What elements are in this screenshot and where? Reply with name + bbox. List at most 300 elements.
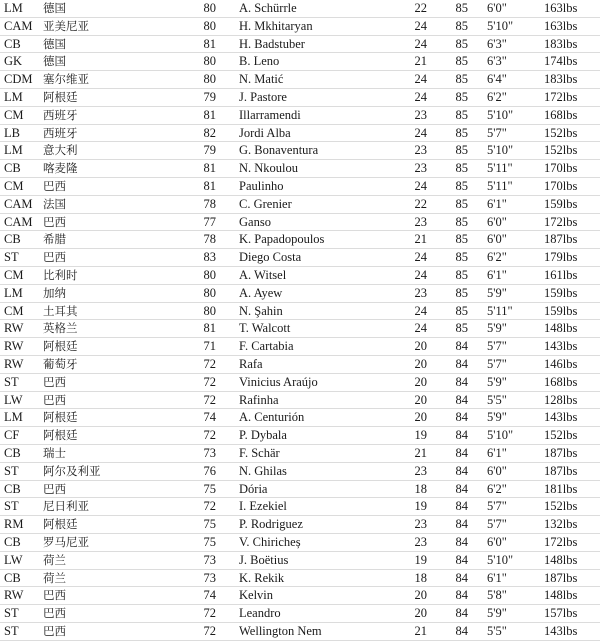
nationality-cell: 巴西 [43,214,66,229]
table-row [0,214,600,232]
nationality-cell: 亚美尼亚 [43,18,89,33]
age-cell: 24 [414,179,427,193]
overall-rating-cell: 73 [203,446,216,460]
potential-rating-cell: 85 [455,54,468,69]
position-cell: RW [4,339,24,354]
player-name-cell: K. Papadopoulos [239,232,325,247]
age-cell: 24 [414,36,427,51]
potential-rating-cell: 84 [455,624,468,638]
weight-cell: 148lbs [544,321,578,336]
player-name-cell: Rafa [239,357,263,371]
position-cell: CB [4,232,21,247]
potential-rating-cell: 85 [455,285,468,300]
position-cell: CF [4,428,20,443]
weight-cell: 172lbs [544,90,578,104]
height-cell: 5'9" [487,321,507,336]
overall-rating-cell: 80 [203,18,216,33]
potential-rating-cell: 85 [455,143,468,158]
weight-cell: 181lbs [544,481,578,496]
weight-cell: 168lbs [544,374,578,389]
position-cell: CDM [4,72,33,87]
height-cell: 6'2" [487,250,507,265]
player-name-cell: Paulinho [239,179,284,193]
height-cell: 6'0" [487,214,507,229]
weight-cell: 152lbs [544,499,578,514]
player-name-cell: F. Schär [239,446,280,460]
weight-cell: 163lbs [544,18,578,33]
player-name-cell: V. Chiricheș [239,535,301,549]
table-row [0,409,600,427]
overall-rating-cell: 83 [203,250,216,265]
nationality-cell: 阿根廷 [43,90,78,104]
height-cell: 5'9" [487,410,507,425]
player-name-cell: J. Boëtius [239,552,289,567]
potential-rating-cell: 84 [455,339,468,354]
weight-cell: 152lbs [544,125,578,140]
player-name-cell: Wellington Nem [239,624,322,638]
position-cell: LM [4,90,23,104]
overall-rating-cell: 80 [203,285,216,300]
player-name-cell: Vinicius Araújo [239,374,318,389]
age-cell: 23 [414,535,427,549]
table-row [0,392,600,410]
height-cell: 6'0" [487,535,507,549]
player-name-cell: A. Witsel [239,268,287,282]
overall-rating-cell: 78 [203,196,216,211]
overall-rating-cell: 73 [203,570,216,585]
age-cell: 20 [414,374,427,389]
potential-rating-cell: 85 [455,36,468,51]
player-name-cell: P. Dybala [239,428,287,443]
height-cell: 6'3" [487,54,507,69]
potential-rating-cell: 85 [455,250,468,265]
overall-rating-cell: 75 [203,517,216,532]
nationality-cell: 喀麦隆 [43,161,78,176]
player-name-cell: Diego Costa [239,250,302,265]
height-cell: 5'7" [487,357,507,371]
position-cell: CAM [4,196,33,211]
table-row [0,463,600,481]
age-cell: 20 [414,410,427,425]
player-name-cell: Dória [239,481,268,496]
table-row [0,445,600,463]
overall-rating-cell: 74 [203,410,216,425]
nationality-cell: 阿根廷 [43,339,78,354]
table-row [0,249,600,267]
nationality-cell: 阿根廷 [43,517,78,532]
age-cell: 24 [414,303,427,318]
position-cell: LM [4,410,23,425]
player-name-cell: N. Ghilas [239,463,287,478]
player-name-cell: A. Ayew [239,285,283,300]
age-cell: 24 [414,250,427,265]
nationality-cell: 西班牙 [43,107,78,122]
weight-cell: 159lbs [544,285,578,300]
age-cell: 19 [414,552,427,567]
height-cell: 5'9" [487,606,507,621]
overall-rating-cell: 81 [203,321,216,336]
age-cell: 23 [414,214,427,229]
nationality-cell: 罗马尼亚 [43,535,89,549]
potential-rating-cell: 85 [455,303,468,318]
position-cell: LB [4,125,20,140]
overall-rating-cell: 82 [203,125,216,140]
overall-rating-cell: 81 [203,161,216,176]
table-row [0,605,600,623]
potential-rating-cell: 85 [455,90,468,104]
table-row [0,587,600,605]
table-row [0,36,600,54]
overall-rating-cell: 80 [203,303,216,318]
table-row [0,498,600,516]
position-cell: CAM [4,18,33,33]
potential-rating-cell: 84 [455,410,468,425]
overall-rating-cell: 81 [203,36,216,51]
potential-rating-cell: 84 [455,606,468,621]
weight-cell: 183lbs [544,36,578,51]
nationality-cell: 法国 [43,196,66,211]
nationality-cell: 意大利 [43,143,78,158]
player-name-cell: P. Rodriguez [239,517,303,532]
age-cell: 22 [414,196,427,211]
age-cell: 23 [414,463,427,478]
player-name-cell: Ganso [239,214,271,229]
player-name-cell: Kelvin [239,588,274,603]
weight-cell: 159lbs [544,303,578,318]
overall-rating-cell: 72 [203,606,216,621]
player-name-cell: K. Rekik [239,570,285,585]
nationality-cell: 希腊 [43,232,66,247]
player-name-cell: Illarramendi [239,107,301,122]
position-cell: RW [4,588,24,603]
table-row [0,534,600,552]
height-cell: 6'0" [487,1,507,15]
height-cell: 6'0" [487,463,507,478]
potential-rating-cell: 84 [455,446,468,460]
height-cell: 5'9" [487,285,507,300]
weight-cell: 170lbs [544,179,578,193]
weight-cell: 170lbs [544,161,578,176]
height-cell: 6'3" [487,36,507,51]
age-cell: 21 [414,232,427,247]
nationality-cell: 巴西 [43,374,66,389]
potential-rating-cell: 85 [455,18,468,33]
weight-cell: 152lbs [544,428,578,443]
player-name-cell: T. Walcott [239,321,291,336]
height-cell: 5'10" [487,552,514,567]
height-cell: 5'7" [487,517,507,532]
player-name-cell: C. Grenier [239,196,292,211]
nationality-cell: 塞尔维亚 [43,72,89,87]
overall-rating-cell: 75 [203,535,216,549]
potential-rating-cell: 85 [455,72,468,87]
overall-rating-cell: 72 [203,357,216,371]
position-cell: CM [4,268,24,282]
age-cell: 18 [414,570,427,585]
age-cell: 20 [414,339,427,354]
position-cell: CAM [4,214,33,229]
nationality-cell: 荷兰 [43,570,66,585]
potential-rating-cell: 84 [455,499,468,514]
position-cell: ST [4,499,19,514]
overall-rating-cell: 80 [203,268,216,282]
player-name-cell: F. Cartabia [239,339,294,354]
age-cell: 20 [414,588,427,603]
weight-cell: 163lbs [544,1,578,15]
overall-rating-cell: 71 [203,339,216,354]
nationality-cell: 巴西 [43,624,66,638]
table-row [0,303,600,321]
overall-rating-cell: 77 [203,214,216,229]
age-cell: 19 [414,428,427,443]
height-cell: 5'7" [487,339,507,354]
position-cell: CB [4,481,21,496]
table-row [0,125,600,143]
overall-rating-cell: 80 [203,54,216,69]
weight-cell: 143lbs [544,339,578,354]
overall-rating-cell: 72 [203,499,216,514]
position-cell: LM [4,143,23,158]
player-name-cell: N. Matić [239,72,284,87]
position-cell: GK [4,54,23,69]
player-name-cell: Rafinha [239,392,279,407]
height-cell: 6'2" [487,90,507,104]
height-cell: 6'1" [487,196,507,211]
player-name-cell: I. Ezekiel [239,499,287,514]
potential-rating-cell: 85 [455,214,468,229]
table-row [0,481,600,499]
position-cell: ST [4,463,19,478]
table-row [0,89,600,107]
table-row [0,160,600,178]
overall-rating-cell: 74 [203,588,216,603]
player-name-cell: Leandro [239,606,281,621]
table-row [0,356,600,374]
age-cell: 24 [414,90,427,104]
nationality-cell: 比利时 [43,268,78,282]
weight-cell: 159lbs [544,196,578,211]
player-name-cell: N. Nkoulou [239,161,299,176]
position-cell: ST [4,250,19,265]
overall-rating-cell: 75 [203,481,216,496]
age-cell: 21 [414,54,427,69]
player-name-cell: J. Pastore [239,90,287,104]
overall-rating-cell: 80 [203,1,216,15]
table-row [0,427,600,445]
height-cell: 5'10" [487,107,514,122]
potential-rating-cell: 84 [455,357,468,371]
potential-rating-cell: 85 [455,179,468,193]
nationality-cell: 荷兰 [43,552,66,567]
table-row [0,285,600,303]
table-row [0,552,600,570]
potential-rating-cell: 84 [455,428,468,443]
position-cell: ST [4,624,19,638]
overall-rating-cell: 79 [203,143,216,158]
table-row [0,267,600,285]
potential-rating-cell: 84 [455,552,468,567]
position-cell: LW [4,552,23,567]
potential-rating-cell: 85 [455,125,468,140]
nationality-cell: 德国 [43,54,66,69]
height-cell: 6'1" [487,570,507,585]
table-row [0,570,600,588]
nationality-cell: 阿根廷 [43,410,78,425]
table-row [0,231,600,249]
potential-rating-cell: 85 [455,321,468,336]
potential-rating-cell: 85 [455,107,468,122]
age-cell: 23 [414,517,427,532]
age-cell: 23 [414,143,427,158]
height-cell: 5'7" [487,125,507,140]
age-cell: 23 [414,107,427,122]
potential-rating-cell: 84 [455,481,468,496]
age-cell: 24 [414,18,427,33]
position-cell: RW [4,321,24,336]
overall-rating-cell: 80 [203,72,216,87]
nationality-cell: 阿尔及利亚 [43,463,101,478]
overall-rating-cell: 81 [203,107,216,122]
position-cell: CM [4,179,24,193]
player-name-cell: G. Bonaventura [239,143,319,158]
height-cell: 5'9" [487,374,507,389]
position-cell: CB [4,36,21,51]
overall-rating-cell: 73 [203,552,216,567]
nationality-cell: 瑞士 [43,446,66,460]
player-name-cell: N. Şahin [239,303,283,318]
nationality-cell: 巴西 [43,481,66,496]
potential-rating-cell: 85 [455,268,468,282]
position-cell: CM [4,107,24,122]
height-cell: 5'5" [487,624,507,638]
age-cell: 20 [414,392,427,407]
age-cell: 24 [414,321,427,336]
weight-cell: 168lbs [544,107,578,122]
height-cell: 6'0" [487,232,507,247]
weight-cell: 187lbs [544,463,578,478]
position-cell: CB [4,446,21,460]
table-row [0,178,600,196]
position-cell: LM [4,1,23,15]
nationality-cell: 西班牙 [43,125,78,140]
nationality-cell: 土耳其 [43,303,78,318]
table-row [0,196,600,214]
weight-cell: 183lbs [544,72,578,87]
player-name-cell: A. Centurión [239,410,305,425]
table-row [0,516,600,534]
table-row [0,107,600,125]
table-row [0,338,600,356]
potential-rating-cell: 84 [455,463,468,478]
table-row [0,320,600,338]
weight-cell: 161lbs [544,268,578,282]
weight-cell: 174lbs [544,54,578,69]
age-cell: 19 [414,499,427,514]
weight-cell: 143lbs [544,410,578,425]
table-row [0,0,600,18]
height-cell: 5'8" [487,588,507,603]
position-cell: CB [4,535,21,549]
table-row [0,142,600,160]
age-cell: 22 [414,1,427,15]
height-cell: 5'7" [487,499,507,514]
height-cell: 5'10" [487,428,514,443]
player-name-cell: A. Schürrle [239,1,297,15]
height-cell: 6'1" [487,446,507,460]
overall-rating-cell: 72 [203,374,216,389]
age-cell: 18 [414,481,427,496]
position-cell: LM [4,285,23,300]
position-cell: CM [4,303,24,318]
height-cell: 6'1" [487,268,507,282]
overall-rating-cell: 78 [203,232,216,247]
potential-rating-cell: 85 [455,161,468,176]
potential-rating-cell: 85 [455,196,468,211]
nationality-cell: 巴西 [43,250,66,265]
height-cell: 5'10" [487,143,514,158]
overall-rating-cell: 79 [203,90,216,104]
overall-rating-cell: 81 [203,179,216,193]
height-cell: 5'11" [487,161,513,176]
potential-rating-cell: 84 [455,517,468,532]
age-cell: 21 [414,624,427,638]
nationality-cell: 德国 [43,1,66,15]
table-row [0,18,600,36]
height-cell: 6'4" [487,72,507,87]
weight-cell: 146lbs [544,357,578,371]
nationality-cell: 加纳 [43,285,66,300]
position-cell: CB [4,570,21,585]
position-cell: RW [4,357,24,371]
position-cell: ST [4,606,19,621]
overall-rating-cell: 76 [203,463,216,478]
height-cell: 5'11" [487,179,513,193]
table-row [0,71,600,89]
position-cell: RM [4,517,24,532]
nationality-cell: 尼日利亚 [43,499,89,514]
nationality-cell: 巴西 [43,588,66,603]
weight-cell: 157lbs [544,606,578,621]
age-cell: 23 [414,285,427,300]
age-cell: 24 [414,72,427,87]
potential-rating-cell: 84 [455,588,468,603]
age-cell: 21 [414,446,427,460]
weight-cell: 179lbs [544,250,578,265]
height-cell: 6'2" [487,481,507,496]
weight-cell: 172lbs [544,535,578,549]
overall-rating-cell: 72 [203,392,216,407]
table-row [0,623,600,641]
potential-rating-cell: 84 [455,570,468,585]
potential-rating-cell: 84 [455,535,468,549]
overall-rating-cell: 72 [203,624,216,638]
potential-rating-cell: 84 [455,392,468,407]
nationality-cell: 巴西 [43,179,66,193]
age-cell: 23 [414,161,427,176]
table-row [0,374,600,392]
age-cell: 24 [414,125,427,140]
weight-cell: 132lbs [544,517,578,532]
player-name-cell: Jordi Alba [239,125,291,140]
age-cell: 20 [414,606,427,621]
age-cell: 24 [414,268,427,282]
player-name-cell: H. Mkhitaryan [239,18,313,33]
weight-cell: 143lbs [544,624,578,638]
nationality-cell: 阿根廷 [43,428,78,443]
weight-cell: 187lbs [544,232,578,247]
weight-cell: 187lbs [544,570,578,585]
position-cell: CB [4,161,21,176]
